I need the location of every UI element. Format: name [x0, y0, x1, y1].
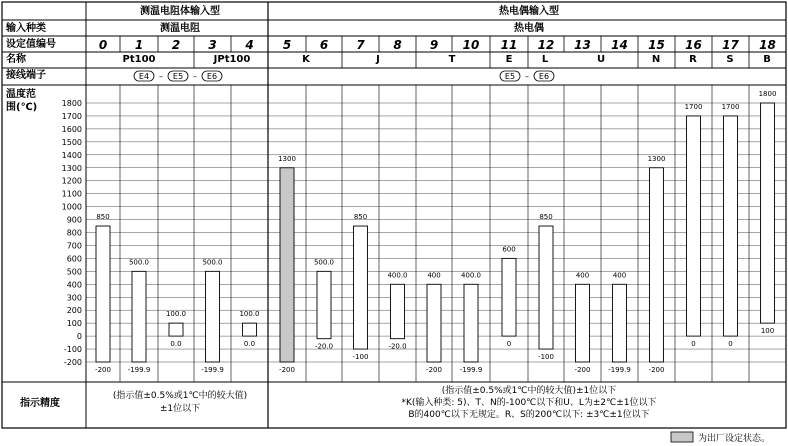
rtd-type-header: 测温电阻体输入型 [140, 6, 220, 17]
accuracy-rtd-line2: ±1位以下 [159, 404, 201, 414]
setting-number-2: 2 [171, 38, 181, 52]
y-tick-label: 500 [66, 267, 82, 277]
high-label-11: 600 [502, 245, 516, 254]
low-label-11: 0 [506, 340, 512, 349]
range-bar-15 [650, 168, 664, 362]
setting-number-9: 9 [429, 38, 439, 52]
range-bar-3 [206, 271, 220, 362]
range-bars [95, 90, 776, 374]
low-label-9: -200 [426, 366, 442, 374]
name-T: T [448, 54, 456, 65]
y-tick-label: 1100 [61, 189, 82, 199]
y-tick-label: 800 [66, 228, 82, 238]
setting-number-4: 4 [245, 38, 254, 52]
low-label-12: -100 [538, 353, 554, 362]
row-label-input-type: 输入种类 [6, 23, 46, 34]
low-label-18: 100 [760, 327, 775, 336]
range-bar-17 [724, 116, 738, 336]
row-label-terminal: 接线端子 [6, 70, 46, 81]
setting-number-14: 14 [611, 38, 628, 52]
range-bar-13 [576, 284, 590, 362]
range-bar-14 [613, 284, 627, 362]
range-bar-12 [539, 226, 553, 349]
range-bar-7 [354, 226, 368, 349]
high-label-4: 100.0 [239, 310, 260, 319]
low-label-4: 0.0 [243, 340, 256, 349]
range-bar-8 [391, 284, 405, 338]
name-jpt100: JPt100 [213, 54, 251, 65]
high-label-13: 400 [575, 271, 590, 280]
low-label-2: 0.0 [170, 340, 182, 349]
terminal-sep: – [159, 72, 163, 81]
y-tick-label: 700 [66, 241, 82, 251]
range-bar-2 [169, 323, 183, 336]
high-label-1: 500.0 [128, 258, 150, 267]
range-bar-10 [464, 284, 478, 362]
range-bar-11 [502, 258, 516, 336]
table-border [2, 2, 786, 428]
accuracy-tc-line2: *K(输入种类: 5)、T、N的-100℃以下和U、L为±2℃±1位以下 [401, 398, 657, 408]
terminal-e6: E6 [206, 72, 218, 81]
low-label-7: -100 [352, 353, 369, 362]
y-tick-label: 1500 [61, 137, 82, 147]
name-J: J [376, 54, 380, 65]
name-L: L [541, 54, 549, 65]
high-label-12: 850 [539, 213, 553, 222]
low-label-6: -20.0 [314, 342, 334, 351]
y-tick-label: 400 [66, 280, 82, 290]
y-tick-label: 1300 [61, 163, 82, 173]
accuracy-tc-line1: (指示值±0.5%或1℃中的较大值)±1位以下 [441, 386, 617, 396]
y-tick-label: 1000 [61, 202, 82, 212]
setting-number-1: 1 [134, 38, 144, 52]
high-label-17: 1700 [721, 102, 740, 111]
setting-number-13: 13 [574, 38, 591, 52]
range-bar-1 [132, 271, 146, 362]
terminals-tc [500, 71, 554, 81]
name-S: S [726, 54, 734, 65]
y-tick-label: 600 [66, 254, 82, 264]
tc-type-header: 热电偶输入型 [499, 6, 559, 17]
setting-number-0: 0 [98, 38, 108, 52]
high-label-8: 400.0 [387, 271, 408, 280]
row-label-setting-no: 设定值编号 [6, 39, 56, 50]
high-label-5: 1300 [278, 154, 296, 163]
row-label-accuracy: 指示精度 [20, 398, 60, 409]
high-label-18: 1800 [758, 90, 777, 98]
setting-number-5: 5 [282, 38, 292, 52]
y-axis-ticks [62, 99, 82, 367]
setting-number-12: 12 [537, 38, 555, 52]
accuracy-tc-line3: B的400℃以下无规定。R、S的200℃以下: ±3℃±1位以下 [408, 410, 650, 420]
setting-number-15: 15 [648, 38, 665, 52]
y-tick-label: 1800 [61, 99, 82, 108]
high-label-2: 100.0 [165, 310, 187, 319]
range-bar-5 [280, 168, 294, 362]
input-rtd-label: 测温电阻 [160, 23, 200, 34]
y-tick-label: 100 [66, 319, 82, 329]
range-bar-16 [687, 116, 701, 336]
high-label-6: 500.0 [313, 258, 335, 267]
range-bar-6 [317, 271, 331, 338]
terminal-e5: E5 [504, 72, 516, 81]
terminal-sep: – [525, 72, 529, 81]
name-N: N [651, 54, 661, 65]
terminals-rtd [134, 71, 222, 81]
setting-number-17: 17 [722, 38, 739, 52]
legend-text: 为出厂设定状态。 [698, 434, 771, 444]
terminal-e4: E4 [138, 72, 150, 81]
row-label-temp-range-1: 温度范 [6, 89, 36, 100]
high-label-15: 1300 [647, 154, 666, 163]
y-tick-label: 1600 [61, 124, 82, 134]
low-label-17: 0 [728, 340, 733, 349]
setting-number-7: 7 [356, 38, 365, 52]
accuracy-rtd-line1: (指示值±0.5%或1℃中的较大值) [112, 391, 248, 401]
low-label-3: -199.9 [201, 365, 224, 374]
low-label-5: -200 [279, 366, 295, 374]
setting-number-row [99, 38, 776, 52]
low-label-16: 0 [691, 340, 696, 349]
low-label-1: -199.9 [127, 365, 151, 374]
terminal-e6: E6 [538, 72, 550, 81]
low-label-10: -199.9 [459, 365, 483, 374]
high-label-0: 850 [96, 213, 110, 222]
y-tick-label: -200 [63, 358, 82, 367]
low-label-0: -200 [95, 366, 111, 374]
low-label-8: -20.0 [388, 342, 407, 351]
row-label-temp-range-2: 围(℃) [6, 102, 38, 113]
name-R: R [689, 54, 697, 65]
setting-number-8: 8 [393, 38, 402, 52]
high-label-16: 1700 [684, 102, 703, 111]
y-tick-label: 1400 [61, 150, 82, 160]
range-bar-9 [427, 284, 441, 362]
name-E: E [505, 54, 513, 65]
setting-number-11: 11 [500, 38, 518, 52]
row-label-name: 名称 [6, 54, 26, 65]
y-tick-label: 0 [76, 332, 82, 342]
high-label-14: 400 [612, 271, 627, 280]
high-label-10: 400.0 [460, 271, 482, 280]
y-tick-label: 1200 [61, 176, 82, 186]
y-tick-label: 300 [66, 293, 82, 303]
low-label-14: -199.9 [608, 365, 631, 374]
y-tick-label: 1700 [61, 111, 82, 121]
terminal-sep: – [193, 72, 197, 81]
low-label-15: -200 [648, 366, 665, 374]
setting-number-6: 6 [319, 38, 329, 52]
low-label-13: -200 [574, 366, 591, 374]
y-tick-label: -100 [63, 345, 82, 355]
high-label-7: 850 [353, 213, 368, 222]
range-bar-18 [761, 103, 775, 323]
name-U: U [596, 54, 606, 65]
input-tc-label: 热电偶 [514, 23, 544, 34]
name-B: B [763, 54, 771, 65]
setting-number-10: 10 [462, 38, 480, 52]
terminal-e5: E5 [172, 72, 184, 81]
setting-number-16: 16 [685, 38, 702, 52]
setting-number-18: 18 [759, 38, 776, 52]
y-tick-label: 900 [66, 215, 82, 225]
range-bar-0 [96, 226, 110, 362]
high-label-3: 500.0 [202, 258, 223, 267]
range-bar-4 [243, 323, 257, 336]
y-tick-label: 200 [66, 306, 82, 316]
legend-swatch [671, 432, 693, 442]
name-pt100: Pt100 [122, 54, 156, 65]
name-K: K [302, 54, 310, 65]
table-grid [2, 2, 786, 428]
high-label-9: 400 [427, 271, 441, 280]
setting-number-3: 3 [208, 38, 217, 52]
